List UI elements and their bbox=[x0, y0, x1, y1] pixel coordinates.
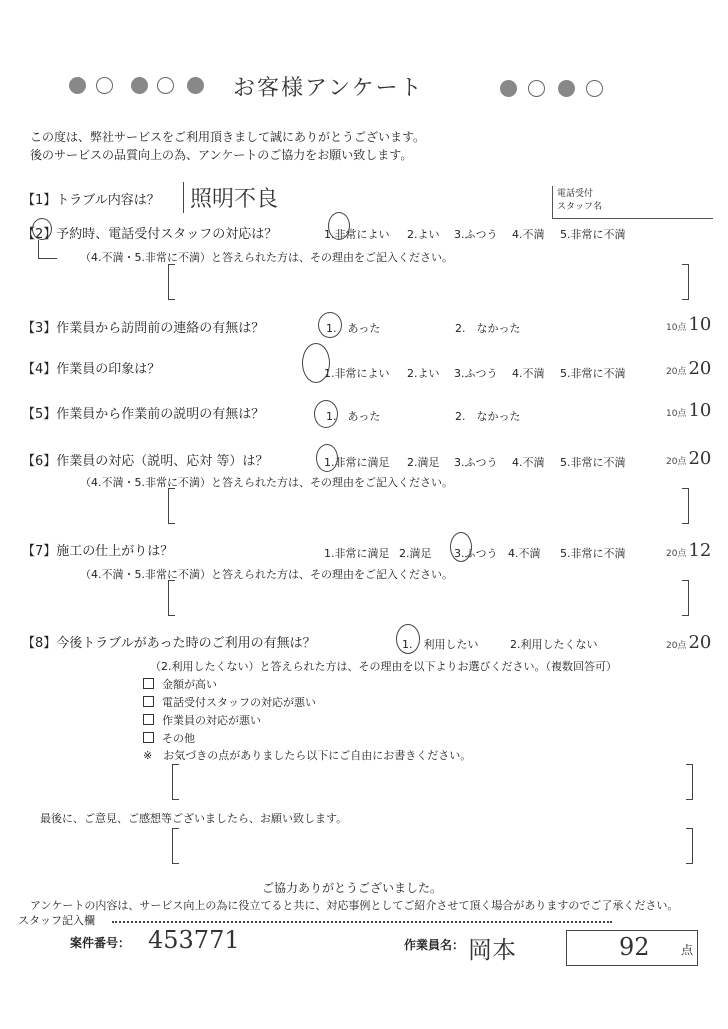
header-dot-left-2 bbox=[96, 77, 113, 94]
staff-section-label: スタッフ記入欄 bbox=[18, 914, 95, 927]
header-dot-right-2 bbox=[528, 80, 545, 97]
checkbox-icon[interactable] bbox=[143, 696, 154, 707]
q4-option-2[interactable]: 2.よい bbox=[407, 367, 440, 380]
closing-bracket-left bbox=[172, 828, 179, 864]
closing-prompt: 最後に、ご意見、ご感想等ございましたら、お願い致します。 bbox=[40, 812, 348, 825]
header-dot-left-5 bbox=[187, 77, 204, 94]
q8-comment-bracket-left bbox=[172, 764, 179, 800]
footer-notice: アンケートの内容は、サービス向上の為に役立てると共に、対応事例としてご紹介させて頂く場合がありますのでご了承ください。 bbox=[30, 899, 679, 912]
footer-thanks: ご協力ありがとうございました。 bbox=[262, 881, 443, 895]
q8-selected-circle bbox=[396, 624, 420, 654]
q4-option-5[interactable]: 5.非常に不満 bbox=[560, 367, 626, 380]
q7-reason-prompt: （4.不満・5.非常に不満）と答えられた方は、その理由をご記入ください。 bbox=[80, 568, 453, 581]
q6-reason-bracket-left bbox=[168, 488, 175, 524]
q6-handwritten-score: 20 bbox=[688, 448, 712, 469]
q8-option-1[interactable]: 1. 利用したい bbox=[402, 638, 479, 651]
page-title: お客様アンケート bbox=[233, 76, 424, 101]
q8-checklist-item-2[interactable]: 電話受付スタッフの対応が悪い bbox=[143, 694, 316, 710]
q7-reason-bracket-left bbox=[168, 580, 175, 616]
q7-option-2[interactable]: 2.満足 bbox=[399, 547, 432, 560]
q7-option-4[interactable]: 4.不満 bbox=[508, 547, 541, 560]
header-dot-right-4 bbox=[586, 80, 603, 97]
q8-score bbox=[666, 632, 711, 653]
q5-score bbox=[666, 400, 711, 421]
q5-option-2[interactable]: 2. なかった bbox=[455, 410, 521, 423]
q6-reason-prompt: （4.不満・5.非常に不満）と答えられた方は、その理由をご記入ください。 bbox=[80, 476, 453, 489]
q2-check-mark bbox=[38, 240, 57, 259]
header-dot-right-3 bbox=[558, 80, 575, 97]
q1-handwritten-answer: 照明不良 bbox=[183, 182, 278, 213]
q3-points-unit: 10点 bbox=[666, 323, 687, 333]
checkbox-icon[interactable] bbox=[143, 678, 154, 689]
total-score-unit: 点 bbox=[681, 943, 694, 957]
intro-line-1: この度は、弊社サービスをご利用頂きまして誠にありがとうございます。 bbox=[30, 130, 426, 144]
q7-reason-bracket-right bbox=[682, 580, 689, 616]
total-score-box[interactable] bbox=[566, 930, 698, 966]
q3-score bbox=[666, 314, 711, 335]
q8-points-unit: 20点 bbox=[666, 641, 687, 651]
q4-label: 【4】作業員の印象は？ bbox=[22, 362, 161, 377]
checkbox-icon[interactable] bbox=[143, 732, 154, 743]
q3-selected-circle bbox=[318, 312, 342, 338]
q2-label: 【2】予約時、電話受付スタッフの対応は？ bbox=[22, 227, 278, 242]
q3-option-1[interactable]: 1. あった bbox=[326, 322, 381, 335]
q5-points-unit: 10点 bbox=[666, 409, 687, 419]
q2-reason-bracket-right bbox=[682, 264, 689, 300]
reception-staff-box bbox=[552, 186, 713, 219]
q4-option-1[interactable]: 1.非常によい bbox=[324, 367, 390, 380]
q2-reason-bracket-left bbox=[168, 264, 175, 300]
q3-handwritten-score: 10 bbox=[688, 314, 712, 335]
q4-option-4[interactable]: 4.不満 bbox=[512, 367, 545, 380]
q8-checklist-item-4[interactable]: その他 bbox=[143, 730, 195, 746]
q8-checklist-item-1[interactable]: 金額が高い bbox=[143, 676, 217, 692]
q5-label: 【5】作業員から作業前の説明の有無は？ bbox=[22, 407, 265, 422]
q2-option-4[interactable]: 4.不満 bbox=[512, 228, 545, 241]
q4-option-3[interactable]: 3.ふつう bbox=[454, 367, 498, 380]
q4-selected-circle bbox=[302, 343, 330, 383]
reception-staff-label: 電話受付 bbox=[557, 189, 594, 199]
q7-selected-circle bbox=[450, 532, 472, 562]
q5-handwritten-score: 10 bbox=[688, 400, 712, 421]
q4-handwritten-score: 20 bbox=[688, 358, 712, 379]
q2-option-1[interactable]: 1.非常によい bbox=[324, 228, 390, 241]
q6-option-5[interactable]: 5.非常に不満 bbox=[560, 456, 626, 469]
q4-points-unit: 20点 bbox=[666, 367, 687, 377]
q8-comment-bracket-right bbox=[686, 764, 693, 800]
q7-handwritten-score: 12 bbox=[688, 540, 712, 561]
q6-option-3[interactable]: 3.ふつう bbox=[454, 456, 498, 469]
q6-points-unit: 20点 bbox=[666, 457, 687, 467]
worker-name-handwritten[interactable]: 岡本 bbox=[468, 936, 516, 964]
q3-option-2[interactable]: 2. なかった bbox=[455, 322, 521, 335]
q2-selected-circle bbox=[328, 212, 350, 240]
q8-option-2[interactable]: 2.利用したくない bbox=[510, 638, 598, 651]
staff-section-divider bbox=[112, 921, 612, 923]
q2-option-2[interactable]: 2.よい bbox=[407, 228, 440, 241]
q6-selected-circle bbox=[316, 444, 338, 472]
q7-option-1[interactable]: 1.非常に満足 bbox=[324, 547, 390, 560]
q7-option-3[interactable]: 3.ふつう bbox=[454, 547, 498, 560]
header-dot-left-3 bbox=[131, 77, 148, 94]
q6-option-1[interactable]: 1.非常に満足 bbox=[324, 456, 390, 469]
checkbox-icon[interactable] bbox=[143, 714, 154, 725]
q2-reason-prompt: （4.不満・5.非常に不満）と答えられた方は、その理由をご記入ください。 bbox=[80, 251, 453, 264]
closing-bracket-right bbox=[686, 828, 693, 864]
q7-option-5[interactable]: 5.非常に不満 bbox=[560, 547, 626, 560]
q6-reason-bracket-right bbox=[682, 488, 689, 524]
q7-score bbox=[666, 540, 711, 561]
staff-name-label: スタッフ名 bbox=[557, 202, 603, 212]
intro-line-2: 後のサービスの品質向上の為、アンケートのご協力をお願い致します。 bbox=[30, 148, 413, 162]
q7-points-unit: 20点 bbox=[666, 549, 687, 559]
q6-option-2[interactable]: 2.満足 bbox=[407, 456, 440, 469]
q2-number-circle-mark bbox=[32, 218, 52, 240]
total-score-handwritten: 92 bbox=[619, 933, 650, 961]
q2-option-3[interactable]: 3.ふつう bbox=[454, 228, 498, 241]
q8-handwritten-score: 20 bbox=[688, 632, 712, 653]
q5-selected-circle bbox=[314, 400, 338, 428]
q8-free-comment-note: ※ お気づきの点がありましたら以下にご自由にお書きください。 bbox=[143, 749, 472, 762]
q5-option-1[interactable]: 1. あった bbox=[326, 410, 381, 423]
q8-checklist-item-3[interactable]: 作業員の対応が悪い bbox=[143, 712, 261, 728]
case-number-handwritten[interactable]: 453771 bbox=[148, 926, 240, 954]
q8-label: 【8】今後トラブルがあった時のご利用の有無は？ bbox=[22, 636, 316, 651]
q6-option-4[interactable]: 4.不満 bbox=[512, 456, 545, 469]
case-number-label: 案件番号： bbox=[70, 936, 131, 950]
q6-label: 【6】作業員の対応（説明、応対 等）は？ bbox=[22, 454, 269, 469]
q7-label: 【7】施工の仕上がりは？ bbox=[22, 544, 174, 559]
q3-label: 【3】作業員から訪問前の連絡の有無は？ bbox=[22, 321, 265, 336]
header-dot-left-4 bbox=[157, 77, 174, 94]
q1-label: 【1】トラブル内容は？ bbox=[22, 193, 160, 208]
q2-option-5[interactable]: 5.非常に不満 bbox=[560, 228, 626, 241]
worker-name-label: 作業員名： bbox=[404, 938, 465, 952]
q4-score bbox=[666, 358, 711, 379]
header-dot-right-1 bbox=[500, 80, 517, 97]
header-dot-left-1 bbox=[69, 77, 86, 94]
q8-reason-prompt: （2.利用したくない）と答えられた方は、その理由を以下よりお選びください。（複数回答可） bbox=[150, 660, 617, 673]
q6-score bbox=[666, 448, 711, 469]
